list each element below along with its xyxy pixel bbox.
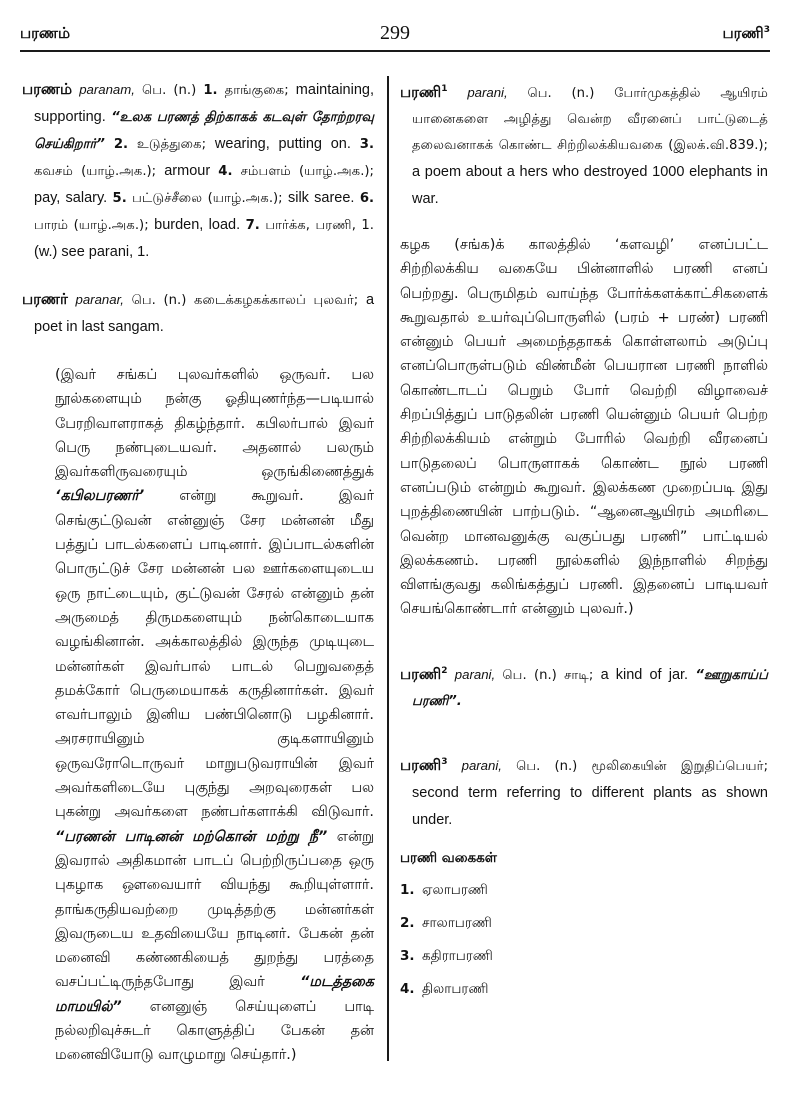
part-of-speech: பெ. (n.) [142,83,197,98]
list-item [400,874,768,907]
sense-number: 4. [218,164,233,179]
list-label: ஏலாபரணி [422,881,488,898]
sense-number: 1. [203,83,218,98]
homograph-number: 1 [441,84,448,94]
header-right-superscript: 3 [763,25,770,35]
right-column [400,76,768,1006]
dictionary-entry-paranar [22,286,374,341]
header-right-word-text: பரணி [722,24,764,42]
sense-number: 7. [245,218,260,233]
sense-english: (w.) see parani, 1. [34,244,150,260]
list-label: திலாபரணி [422,980,489,997]
transliteration: paranam, [79,82,135,97]
homograph-number: 2 [441,665,448,676]
left-column [22,76,374,1068]
list-item [400,907,768,940]
dictionary-entry-parani-2 [400,658,768,715]
sense-number: 5. [112,191,127,206]
definition-english: a kind of jar. [600,666,689,683]
sense-number: 6. [359,191,374,206]
parani-types-heading: பரணி வகைகள் [400,849,497,866]
definition-english: a poet in last sangam. [34,292,375,335]
citation-quote: “உலக பரணத் திற்காகக் கடவுள் தோற்றரவு செய்கிறார்” [34,110,374,152]
definition-english: second term referring to different plants as shown under. [412,784,768,828]
headword-text: பரணி [400,83,442,101]
sense-tamil: சம்பளம் (யாழ்.அக.); [240,164,374,179]
list-number: 4. [400,980,415,997]
headword-text: பரணி [400,755,442,774]
column-divider [387,76,389,1061]
headword [400,83,448,101]
page-number: 299 [380,22,410,44]
sense-english: burden, load. [154,217,241,233]
list-number: 2. [400,914,415,931]
sense-english: silk saree. [287,190,355,206]
definition-tamil: கடைக்கழகக்காலப் புலவர்; [194,293,359,308]
page-header [20,24,770,52]
definition-tamil: சாடி; [564,667,594,683]
headword [400,756,448,774]
note-text: என்று இவரால் அதிகமான் பாடப் பெற்றிருப்பதை ஒரு புகழாக ஔவையார் வியந்து கூறியுள்ளார். தாங்கருதியவற்றை முடித்தற்கு மன்னர்கள் இவருடைய உதவியையே நாடினர். பேகன் தன் மனைவி கண்ணகியைத் துறந்து பரத்தை வசப்பட்டிருந்தபோது இவர் [55,828,374,991]
list-label: கதிராபரணி [422,947,493,964]
part-of-speech: பெ. (n.) [131,293,187,308]
list-label: சாலாபரணி [422,914,492,931]
note-text: (இவர் சங்கப் புலவர்களில் ஒருவர். பல நூல்களையும் நன்கு ஓதியுணர்ந்த—படியால் பேரறிவாளராகத் திகழ்ந்தார். கபிலர்பால் இவர் பெரு நண்புடையவர். அதனால் பலரும் இவர்களிருவரையும் ஒருங்கிணைத்துக் [55,367,374,481]
sense-number: 2. [113,137,129,152]
part-of-speech: பெ. (n.) [502,667,557,683]
dictionary-entry-paranam [22,76,374,266]
transliteration: parani, [454,666,496,682]
transliteration: paranar, [75,292,124,307]
parani-types-list [400,874,768,1006]
sense-tamil: கவசம் (யாழ்.அக.); [34,164,157,179]
sense-english: armour [164,163,211,179]
sense-english: pay, salary. [34,190,108,206]
sense-tamil: பார்க்க, பரணி, 1. [265,218,374,233]
transliteration: parani, [467,85,508,100]
list-item [400,973,768,1006]
citation-quote: “ஊறுகாய்ப் பரணி”. [412,667,768,709]
paranar-biography-note [55,363,374,1068]
list-item [400,940,768,973]
note-quote: “மடத்தகை மாமயில்” [55,974,374,1015]
note-quote: “பரணன் பாடினன் மற்கொன் மற்று நீ” [55,828,328,845]
sense-english: maintaining, supporting. [34,82,374,125]
headword [400,665,448,683]
transliteration: parani, [461,757,502,773]
sense-english: wearing, putting on. [214,136,351,152]
part-of-speech: பெ. (n.) [527,86,595,101]
note-text: என்று கூறுவர். இவர் செங்குட்டுவன் என்னுஞ் சேர மன்னன் மீது பத்துப் பாடல்களைப் பாடினார். இப்பாடல்களின் பொருட்டுச் சேர மன்னன் பல ஊர்களையுடைய ஒரு நாட்டையும், குட்டுவன் சேரல் என்னும் தன் அருமைத் திருமகளையும் நன்கொடையாக வழங்கினான். அக்காலத்தில் இருந்த முடியுடை மன்னர்கள் இவர்பால் பாடல் பெறுவதைத் தமக்கோர் பெருமையாகக் கருதினார்கள். இவர் எவர்பாலும் இனிய பண்பினொடு பழகினார். அரசராயினும் குடிகளாயினும் ஒருவரோடொருவர் மாறுபடுவராயின் இவர் அவர்களிடையே புகுந்து அறவுரைகள் பல புகன்று அவர்களை நண்பர்களாக்கி விடுவார். [55,488,374,821]
dictionary-entry-parani-1 [400,76,768,213]
sense-number: 3. [359,137,374,152]
homograph-number: 3 [441,756,448,767]
parani-note: கழக (சங்க)க் காலத்தில் ‘களவழி’ எனப்பட்ட சிற்றிலக்கிய வகையே பின்னாளில் பரணி எனப் பெற்றது. பெருமிதம் வாய்ந்த போர்க்களக்காட்சிகளைக் கூறுவதால் உயர்வுப்பொருளில் (பரம் + பரண்) பரணி என்னும் பெயர் அமைந்ததாகக் கொள்ளலாம் அடுப்பு எனப்பொருள்படும் விண்மீன் பெயரான பரணி நாளில் கொண்டாடப் பெறும் போர் வெற்றி விழாவைச் சிறப்பித்துப் பாடுதலின் பரணி யென்னும் பெயர் பெற்ற சிற்றிலக்கியம் என்றும் போரில் வெற்றி வீரனைப் பாடுதலைப் பொருளாகக் கொண்ட நூல் பரணி எனப்படும் என்றும் கூறுவர். இலக்கண முறைப்படி இது புறத்திணையின் பாற்படும். “ஆனைஆயிரம் அமரிடை வென்ற மானவனுக்கு வகுப்பது பரணி” பாட்டியல் இலக்கணம். பரணி நூல்களில் இந்நாளில் சிறந்து விளங்குவது கலிங்கத்துப் பரணி. இதனைப் பாடியவர் செயங்கொண்டார் என்னும் புலவர்.) [400,237,768,618]
definition-english: a poem about a hers who destroyed 1000 elephants in war. [412,164,768,207]
dictionary-entry-parani-3 [400,749,768,834]
note-text: எனனுஞ் செய்யுளைப் பாடி நல்லறிவுச்சுடர் கொளுத்திப் பேகன் தன் மனைவியோடு வாழுமாறு செய்தார்.) [55,998,375,1064]
definition-tamil: மூலிகையின் இறுதிப்பெயர்; [591,758,769,774]
header-left-guide-word: பரணம் [20,24,71,42]
headword-text: பரணி [400,664,442,683]
list-number: 3. [400,947,415,964]
definition-tamil: போர்முகத்தில் ஆயிரம் யானைகளை அழித்து வென்ற வீரனைப் பாட்டுடைத் தலைவனாகக் கொண்ட சிற்றிலக்கியவகை (இலக்.வி.839.); [412,86,768,153]
headword: பரணம் [22,80,73,98]
part-of-speech: பெ. (n.) [516,758,578,774]
list-number: 1. [400,881,415,898]
sense-tamil: உடுத்துகை; [136,137,207,152]
sense-tamil: பாரம் (யாழ்.அக.); [34,218,149,233]
sense-tamil: பட்டுச்சீலை (யாழ்.அக.); [132,191,283,206]
note-quote: ‘கபிலபரணர்’ [55,488,145,505]
sense-tamil: தாங்குகை; [224,83,289,98]
headword: பரணர் [22,290,68,308]
header-right-guide-word [723,24,771,44]
